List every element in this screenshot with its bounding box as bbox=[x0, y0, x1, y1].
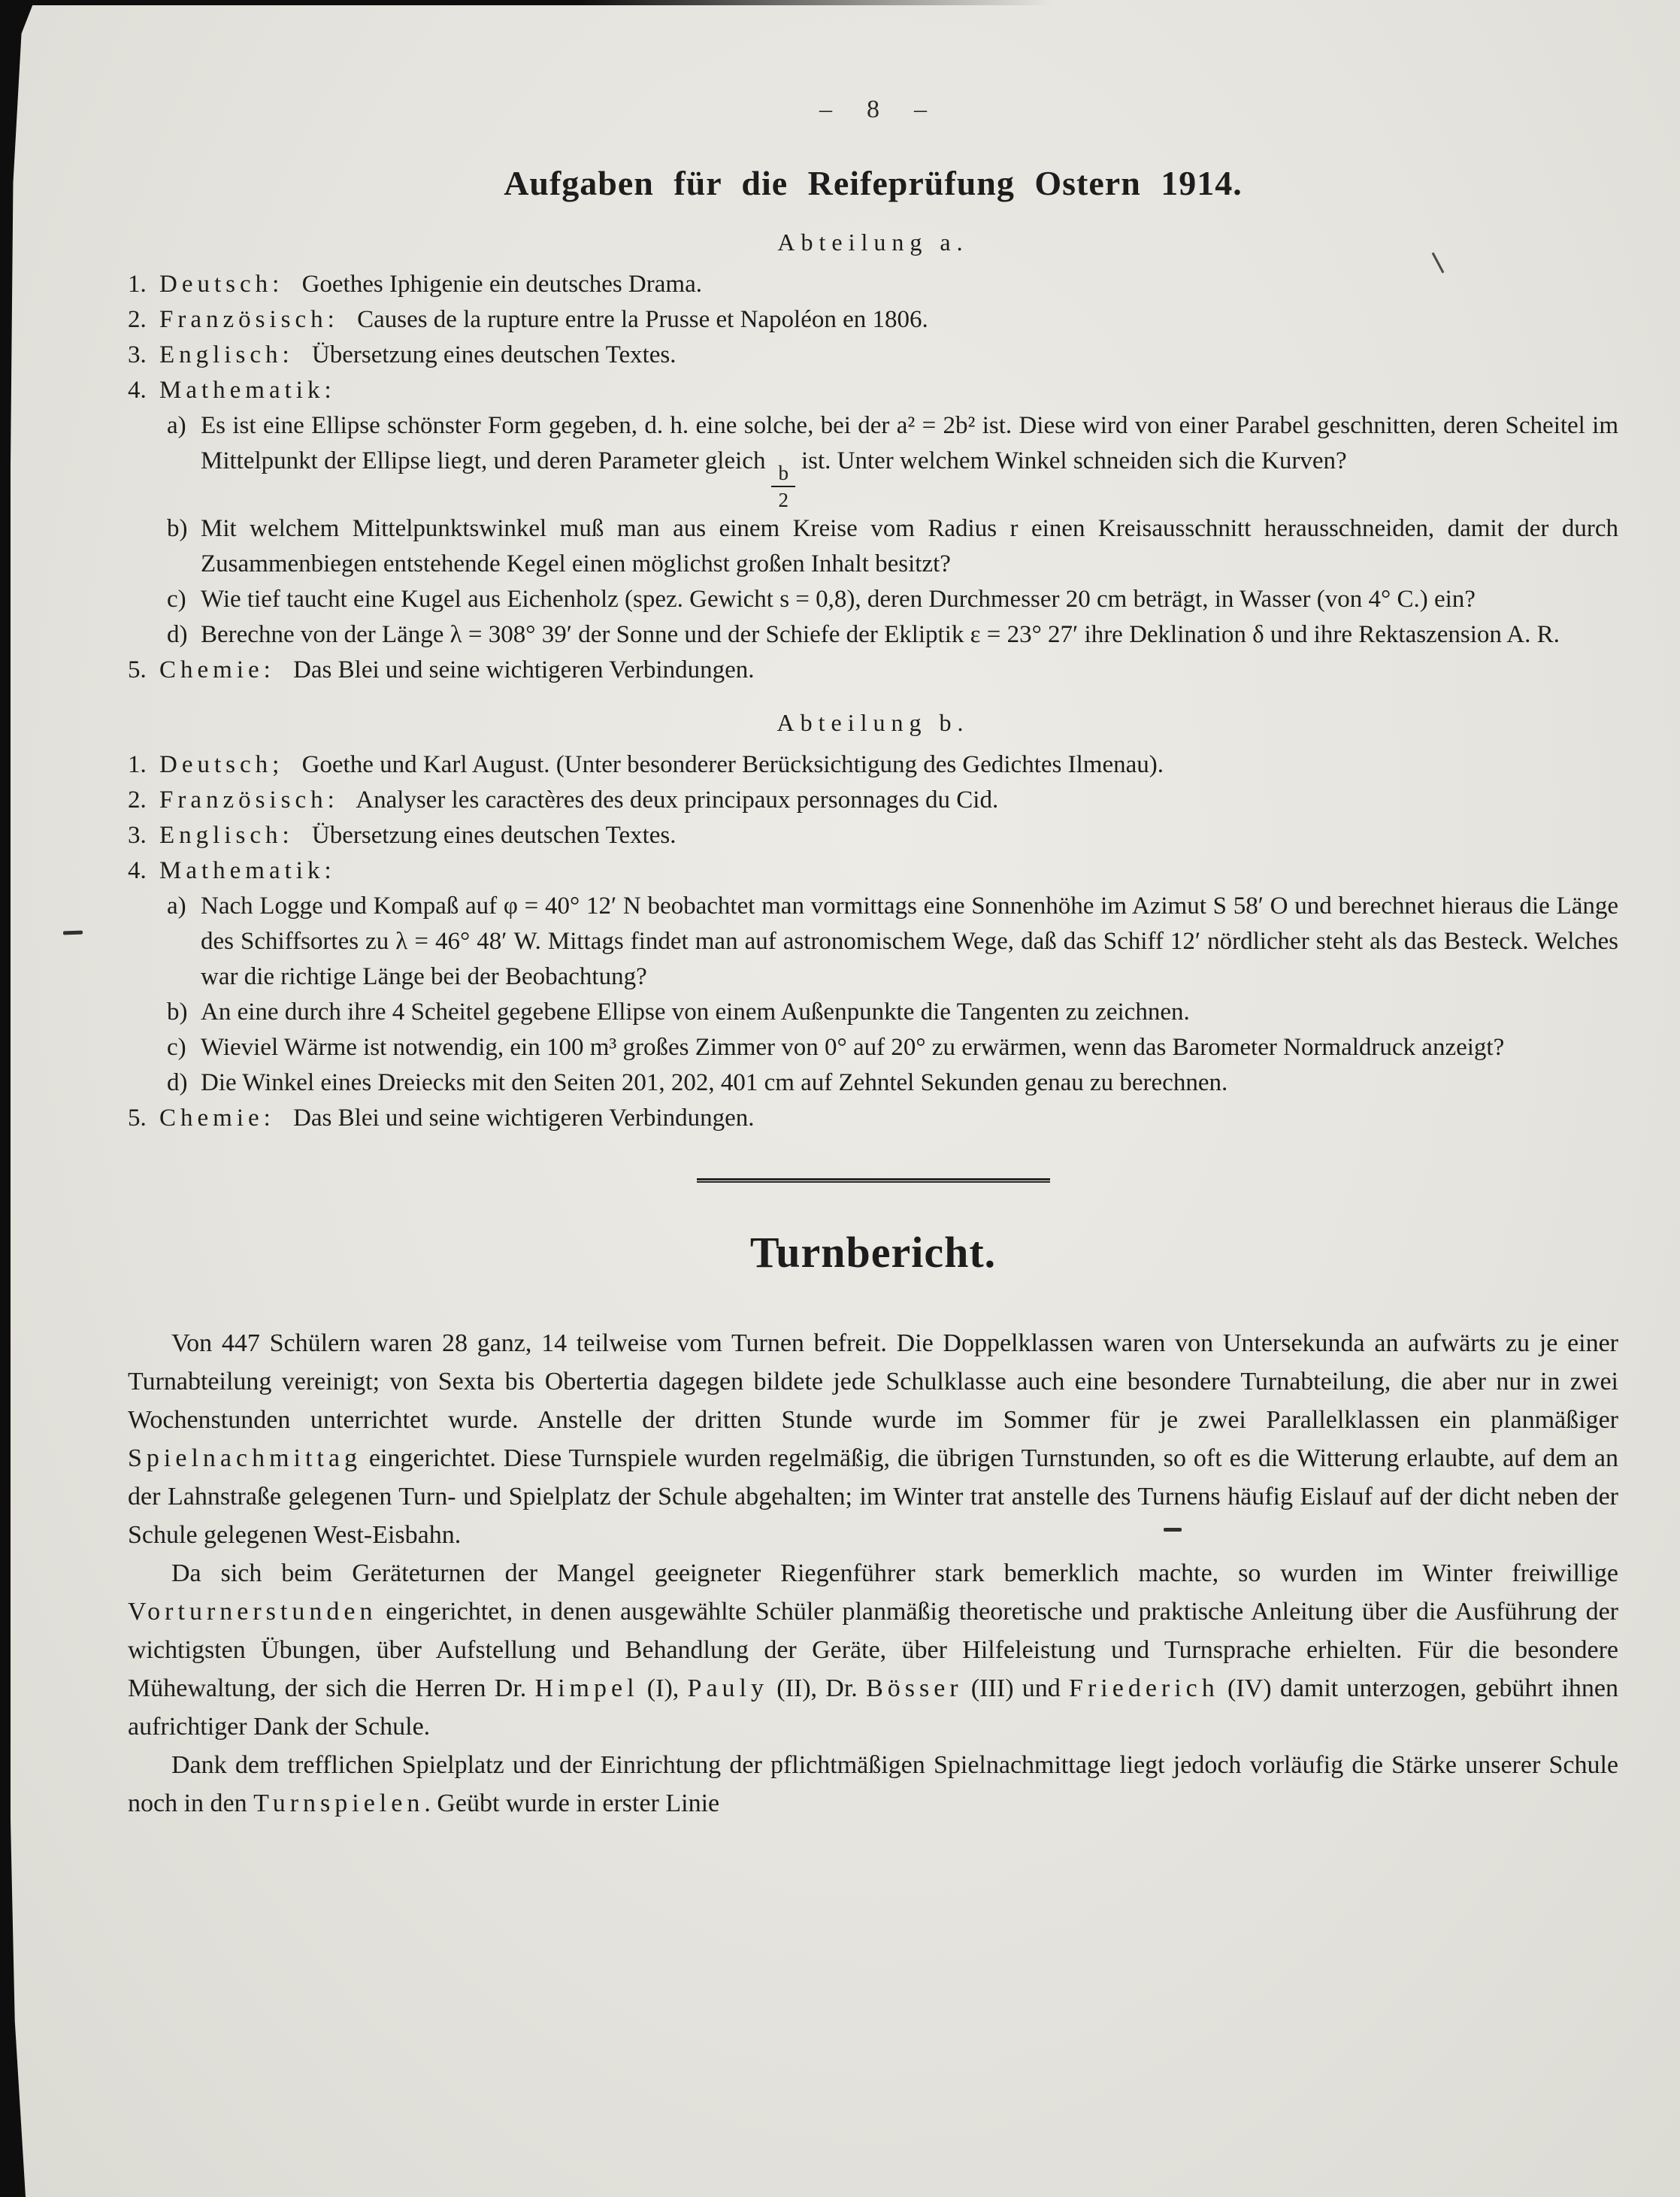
item-number: 2. bbox=[128, 306, 147, 333]
paragraph-text-segment: . Geübt wurde in erster Linie bbox=[424, 1789, 720, 1817]
item-text: Übersetzung eines deutschen Textes. bbox=[311, 821, 677, 849]
problem-text: Es ist eine Ellipse schönster Form gegeben, d. h. eine solche, bei der a² = 2b² ist. Diese wird von einer Parabel geschnitten, deren Scheitel im Mittelpunkt der Ellipse liegt, und deren Parameter gleich bbox=[201, 412, 1618, 474]
math-problem bbox=[128, 408, 1618, 511]
item-text: Das Blei und seine wichtigeren Verbindungen. bbox=[293, 656, 755, 683]
emphasized-term: Spielnachmittag bbox=[128, 1444, 362, 1472]
list-item bbox=[128, 747, 1618, 783]
item-number: 4. bbox=[128, 856, 147, 884]
list-item bbox=[128, 338, 1618, 373]
math-problem bbox=[128, 582, 1618, 617]
item-subject-label: Deutsch: bbox=[159, 271, 284, 298]
item-number: 5. bbox=[128, 1104, 147, 1132]
item-subject-label: Englisch: bbox=[159, 821, 294, 849]
subitem-letter: c) bbox=[167, 1033, 186, 1061]
division-a-list bbox=[128, 267, 1618, 688]
person-name: Friederich bbox=[1069, 1674, 1219, 1702]
turnbericht-paragraph bbox=[128, 1746, 1618, 1823]
emphasized-term: Vorturnerstunden bbox=[128, 1597, 377, 1626]
person-name: Himpel bbox=[534, 1674, 639, 1702]
page-number-dash: – bbox=[819, 95, 832, 123]
turnbericht-paragraph bbox=[128, 1324, 1618, 1554]
fraction-denominator: 2 bbox=[771, 486, 795, 511]
paragraph-text-segment: Von 447 Schülern waren 28 ganz, 14 teilweise vom Turnen befreit. Die Doppelklassen waren von Untersekunda an aufwärts zu je einer Turnabteilung vereinigt; von Sexta bis Obertertia dagegen bildete jede Schulklasse auch eine besondere Turnabteilung, die aber nur in zwei Wochenstunden unterrichtet wurde. Anstelle der dritten Stunde wurde im Sommer für je zwei Parallelklassen ein planmäßiger bbox=[128, 1329, 1618, 1434]
person-name: Pauly bbox=[687, 1674, 768, 1702]
problem-text: ist. Unter welchem Winkel schneiden sich die Kurven? bbox=[801, 447, 1347, 474]
problem-text: Mit welchem Mittelpunktswinkel muß man aus einem Kreise vom Radius r einen Kreisausschnitt herausschneiden, damit der durch Zusammenbiegen entstehende Kegel einen möglichst großen Inhalt besitzt? bbox=[201, 514, 1618, 577]
paragraph-text-segment: (I), bbox=[638, 1674, 688, 1702]
item-subject-label: Französisch: bbox=[159, 306, 339, 333]
division-a-heading: Abteilung a. bbox=[777, 229, 969, 256]
item-subject-label: Englisch: bbox=[159, 341, 294, 368]
item-subject-label: Mathematik: bbox=[159, 377, 336, 404]
item-number: 1. bbox=[128, 750, 147, 778]
problem-text: Wieviel Wärme ist notwendig, ein 100 m³ großes Zimmer von 0° auf 20° zu erwärmen, wenn das Barometer Normaldruck anzeigt? bbox=[201, 1033, 1505, 1061]
paragraph-text-segment: eingerichtet. Diese Turnspiele wurden regelmäßig, die übrigen Turnstunden, so oft es die Witterung erlaubte, auf dem an der Lahnstraße gelegenen Turn- und Spielplatz der Schule abgehalten; im Winter trat anstelle des Turnens häufig Eislauf auf der dicht neben der Schule gelegenen West-Eisbahn. bbox=[128, 1444, 1618, 1549]
item-subject-label: Chemie: bbox=[159, 1104, 275, 1132]
item-text: Analyser les caractères des deux principaux personnages du Cid. bbox=[356, 786, 999, 814]
list-item bbox=[128, 853, 1618, 889]
division-b-heading: Abteilung b. bbox=[776, 708, 970, 736]
exam-title: Aufgaben für die Reifeprüfung Ostern 1914. bbox=[504, 164, 1243, 202]
problem-text: Nach Logge und Kompaß auf φ = 40° 12′ N beobachtet man vormittags eine Sonnenhöhe im Azimut S 58′ O und berechnet hieraus die Länge des Schiffsortes zu λ = 46° 48′ W. Mittags findet man auf astronomischem Wege, daß das Schiff 12′ nördlicher steht als das Besteck. Welches war die richtige Länge bei der Beobachtung? bbox=[201, 892, 1618, 990]
list-item bbox=[128, 783, 1618, 818]
item-subject-label: Chemie: bbox=[159, 656, 275, 683]
problem-text: Berechne von der Länge λ = 308° 39′ der Sonne und der Schiefe der Ekliptik ε = 23° 27′ ihre Deklination δ und ihre Rektaszension A. R. bbox=[201, 620, 1560, 648]
turnbericht-paragraph bbox=[128, 1554, 1618, 1746]
problem-text: Wie tief taucht eine Kugel aus Eichenholz (spez. Gewicht s = 0,8), deren Durchmesser 20 cm beträgt, in Wasser (von 4° C.) ein? bbox=[201, 585, 1476, 613]
item-subject-label: Französisch: bbox=[159, 786, 339, 814]
paragraph-text-segment: Da sich beim Geräteturnen der Mangel geeigneter Riegenführer stark bemerklich machte, so wurden im Winter freiwillige bbox=[171, 1559, 1618, 1587]
problem-text: An eine durch ihre 4 Scheitel gegebene Ellipse von einem Außenpunkte die Tangenten zu zeichnen. bbox=[201, 998, 1190, 1026]
math-problem bbox=[128, 995, 1618, 1030]
list-item bbox=[128, 653, 1618, 688]
item-number: 2. bbox=[128, 786, 147, 814]
fraction-b-over-2 bbox=[771, 462, 795, 511]
subitem-letter: a) bbox=[167, 412, 186, 439]
item-number: 3. bbox=[128, 341, 147, 368]
division-b-list bbox=[128, 747, 1618, 1136]
turnbericht-title: Turnbericht. bbox=[749, 1227, 997, 1277]
page-number-value: 8 bbox=[867, 95, 879, 123]
math-problem bbox=[128, 1030, 1618, 1065]
ink-smudge-dash bbox=[63, 931, 83, 935]
problem-text: Die Winkel eines Dreiecks mit den Seiten 201, 202, 401 cm auf Zehntel Sekunden genau zu berechnen. bbox=[201, 1068, 1228, 1096]
turnbericht-body bbox=[128, 1324, 1618, 1823]
emphasized-term: Turnspielen bbox=[253, 1789, 425, 1817]
subitem-letter: d) bbox=[167, 1068, 188, 1096]
item-subject-label: Deutsch; bbox=[159, 750, 284, 778]
item-number: 1. bbox=[128, 271, 147, 298]
subitem-letter: d) bbox=[167, 620, 188, 648]
item-number: 5. bbox=[128, 656, 147, 683]
list-item bbox=[128, 1101, 1618, 1136]
item-text: Das Blei und seine wichtigeren Verbindungen. bbox=[293, 1104, 755, 1132]
subitem-letter: a) bbox=[167, 892, 186, 920]
paragraph-text-segment: (III) und bbox=[962, 1674, 1070, 1702]
math-problem bbox=[128, 1065, 1618, 1101]
paragraph-text-segment: (IV) damit unterzogen, gebührt ihnen aufrichtiger Dank der Schule. bbox=[128, 1674, 1618, 1741]
page-number bbox=[128, 95, 1618, 125]
paragraph-text-segment: Dank dem trefflichen Spielplatz und der Einrichtung der pflichtmäßigen Spielnachmittage liegt jedoch vorläufig die Stärke unserer Schule noch in den bbox=[128, 1750, 1618, 1817]
paragraph-text-segment: (II), Dr. bbox=[767, 1674, 867, 1702]
item-text: Causes de la rupture entre la Prusse et Napoléon en 1806. bbox=[357, 306, 928, 333]
subitem-letter: c) bbox=[167, 585, 186, 613]
math-problem bbox=[128, 889, 1618, 995]
item-number: 4. bbox=[128, 377, 147, 404]
item-text: Übersetzung eines deutschen Textes. bbox=[311, 341, 677, 368]
list-item bbox=[128, 818, 1618, 853]
fraction-numerator: b bbox=[778, 461, 789, 484]
subitem-letter: b) bbox=[167, 514, 188, 542]
paragraph-text-segment: eingerichtet, in denen ausgewählte Schüler planmäßig theoretische und praktische Anleitung über die Ausführung der wichtigsten Übungen, über Aufstellung und Behandlung der Geräte, über Hilfeleistung und Turnsprache erhielten. Für die besondere Mühewaltung, der sich die Herren Dr. bbox=[128, 1597, 1618, 1702]
math-problem bbox=[128, 617, 1618, 653]
math-problem bbox=[128, 511, 1618, 582]
list-item bbox=[128, 302, 1618, 338]
item-subject-label: Mathematik: bbox=[159, 856, 336, 884]
subitem-letter: b) bbox=[167, 998, 188, 1026]
item-number: 3. bbox=[128, 821, 147, 849]
page-number-dash: – bbox=[914, 95, 927, 123]
scan-corner-artifact-bottom bbox=[0, 1806, 26, 2197]
person-name: Bösser bbox=[866, 1674, 963, 1702]
item-text: Goethes Iphigenie ein deutsches Drama. bbox=[301, 271, 702, 298]
section-divider bbox=[697, 1178, 1050, 1183]
scan-edge-artifact-top bbox=[0, 0, 1052, 5]
list-item bbox=[128, 267, 1618, 302]
item-text: Goethe und Karl August. (Unter besonderer Berücksichtigung des Gedichtes Ilmenau). bbox=[301, 750, 1164, 778]
ink-smudge-dash bbox=[1164, 1528, 1182, 1532]
list-item bbox=[128, 373, 1618, 408]
